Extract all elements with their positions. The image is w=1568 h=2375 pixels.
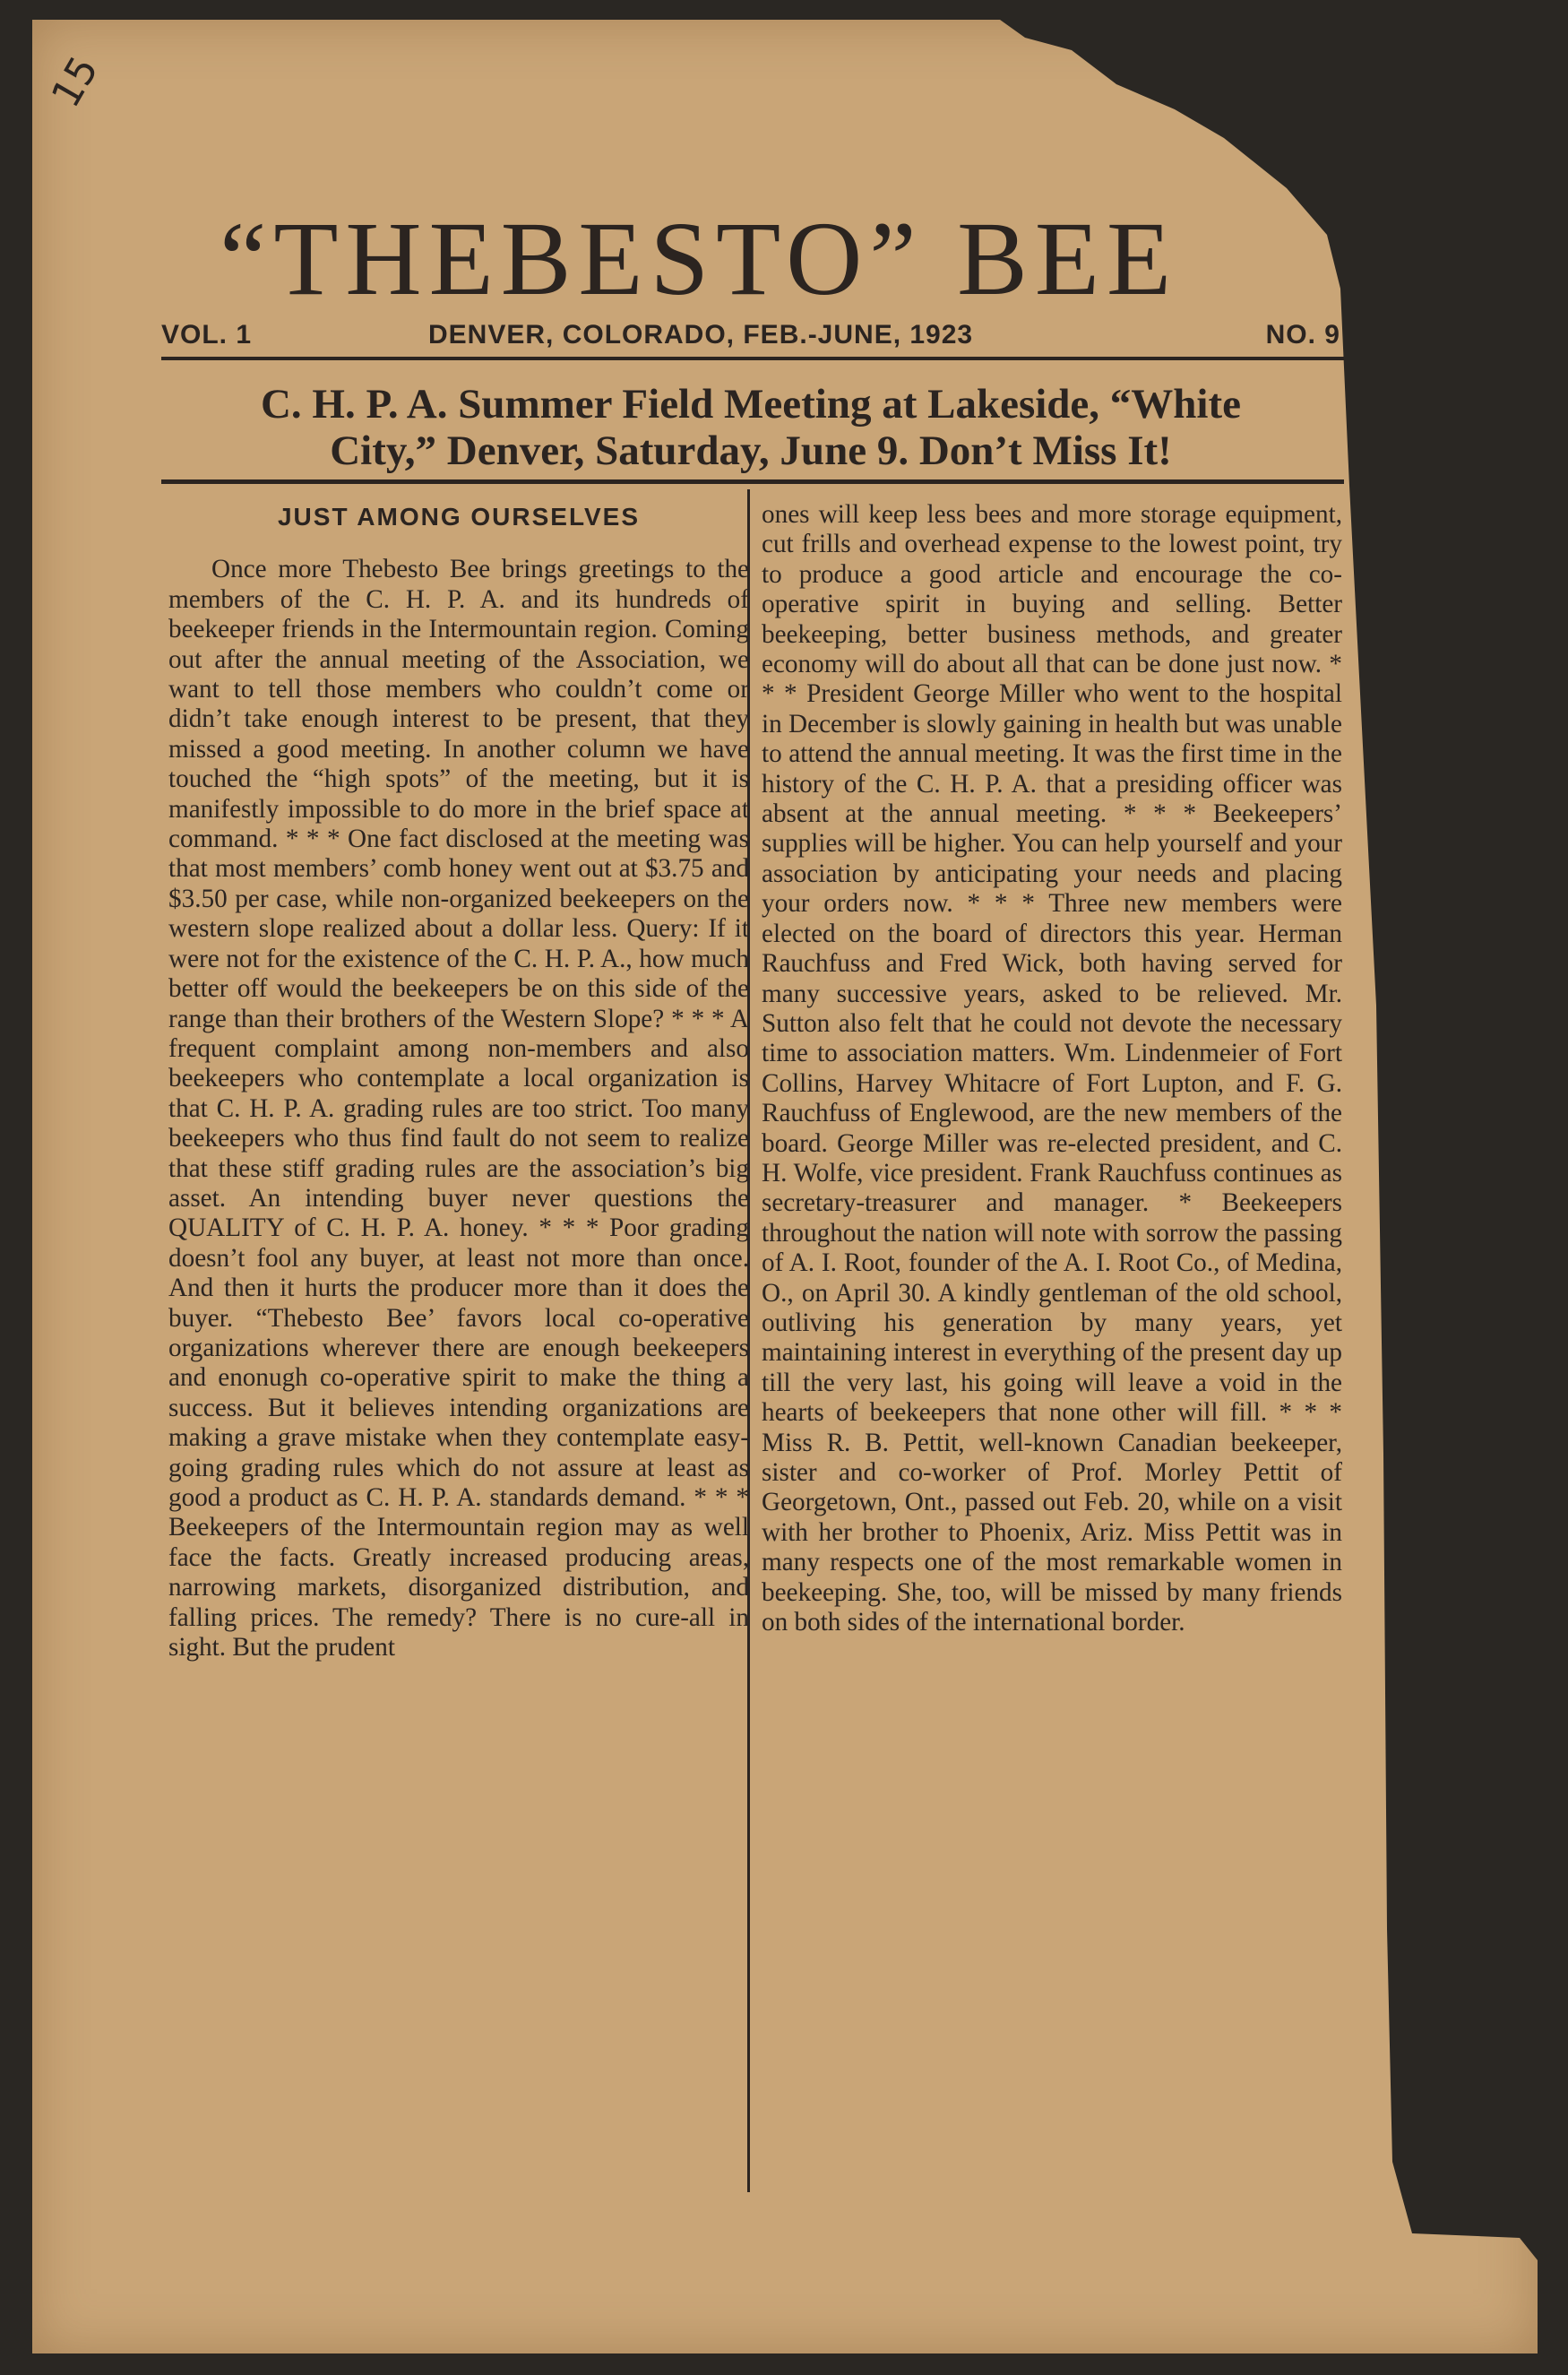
article-column-left	[168, 502, 749, 1662]
volume-label: VOL. 1	[161, 320, 253, 350]
location-date: DENVER, COLORADO, FEB.-JUNE, 1923	[428, 320, 974, 350]
masthead-title: “THEBESTO” BEE	[219, 200, 1179, 317]
article-text-column-2: ones will keep less bees and more storage equipment, cut frills and overhead expense to the lowest point, try to produce a good article and encourage the co-operative spirit in buying and selling. Better beekeeping, better business methods, and greater economy will do about all that can be done just now. * * * President George Miller who went to the hospital in December is slowly gaining in health but was unable to attend the annual meeting. It was the first time in the history of the C. H. P. A. that a presiding officer was absent at the annual meeting. * * * Beekeepers’ supplies will be higher. You can help yourself and your association by anticipating your needs and placing your orders now. * * * Three new members were elected on the board of directors this year. Herman Rauchfuss and Fred Wick, both having served for many successive years, asked to be relieved. Mr. Sutton also felt that he could not devote the necessary time to association matters. Wm. Lindenmeier of Fort Collins, Harvey Whitacre of Fort Lupton, and F. G. Rauchfuss of Englewood, are the new members of the board. George Miller was re-elected president, and C. H. Wolfe, vice president. Frank Rauchfuss continues as secretary-treasurer and manager. * Beekeepers throughout the nation will note with sorrow the passing of A. I. Root, founder of the A. I. Root Co., of Medina, O., on April 30. A kindly gentleman of the old school, outliving his generation by many years, yet maintaining interest in everything of the present day up till the very last, his going will leave a void in the hearts of beekeepers that none other will fill. * * * Miss R. B. Pettit, well-known Canadian beekeeper, sister and co-worker of Prof. Morley Pettit of Georgetown, Ont., passed out Feb. 20, while on a visit with her brother to Phoenix, Ariz. Miss Pettit was in many respects one of the most remarkable women in beekeeping. She, too, will be missed by many friends on both sides of the international border.	[762, 500, 1342, 1637]
handwritten-page-number: 15	[42, 48, 108, 116]
headline-line-2: City,” Denver, Saturday, June 9. Don’t Miss It!	[330, 428, 1172, 474]
section-title: JUST AMONG OURSELVES	[277, 503, 641, 531]
article-column-right	[762, 500, 1342, 1637]
headline-line-1: C. H. P. A. Summer Field Meeting at Lakeside, “White	[260, 381, 1241, 428]
masthead-rule	[161, 357, 1344, 360]
headline	[161, 381, 1340, 474]
issue-number: NO. 9	[1265, 320, 1340, 350]
headline-rule	[161, 479, 1344, 484]
article-text-column-1: Once more Thebesto Bee brings greetings to the members of the C. H. P. A. and its hundreds of beekeeper friends in the Intermountain region. Coming out after the annual meeting of the Association, we want to tell those members who couldn’t come or didn’t take enough interest to be present, that they missed a good meeting. In another column we have touched the “high spots” of the meeting, but it is manifestly impossible to do more in the brief space at command. * * * One fact disclosed at the meeting was that most members’ comb honey went out at $3.75 and $3.50 per case, while non-organized beekeepers on the western slope realized about a dollar less. Query: If it were not for the existence of the C. H. P. A., how much better off would the beekeepers be on this side of the range than their brothers of the Western Slope? * * * A frequent complaint among non-members and also beekeepers who contemplate a local organization is that C. H. P. A. grading rules are too strict. Too many beekeepers who thus find fault do not seem to realize that these stiff grading rules are the association’s big asset. An intending buyer never questions the QUALITY of C. H. P. A. honey. * * * Poor grading doesn’t fool any buyer, at least not more than once. And then it hurts the producer more than it does the buyer. “Thebesto Bee’ favors local co-operative organizations wherever there are enough beekeepers and enonugh co-operative spirit to make the thing a success. But it believes intending organizations are making a grave mistake when they contemplate easy-going grading rules which do not assure at least as good a product as C. H. P. A. standards demand. * * * Beekeepers of the Intermountain region may as well face the facts. Greatly increased producing areas, narrowing markets, disorganized distribution, and falling prices. The remedy? There is no cure-all in sight. But the prudent	[168, 555, 749, 1662]
